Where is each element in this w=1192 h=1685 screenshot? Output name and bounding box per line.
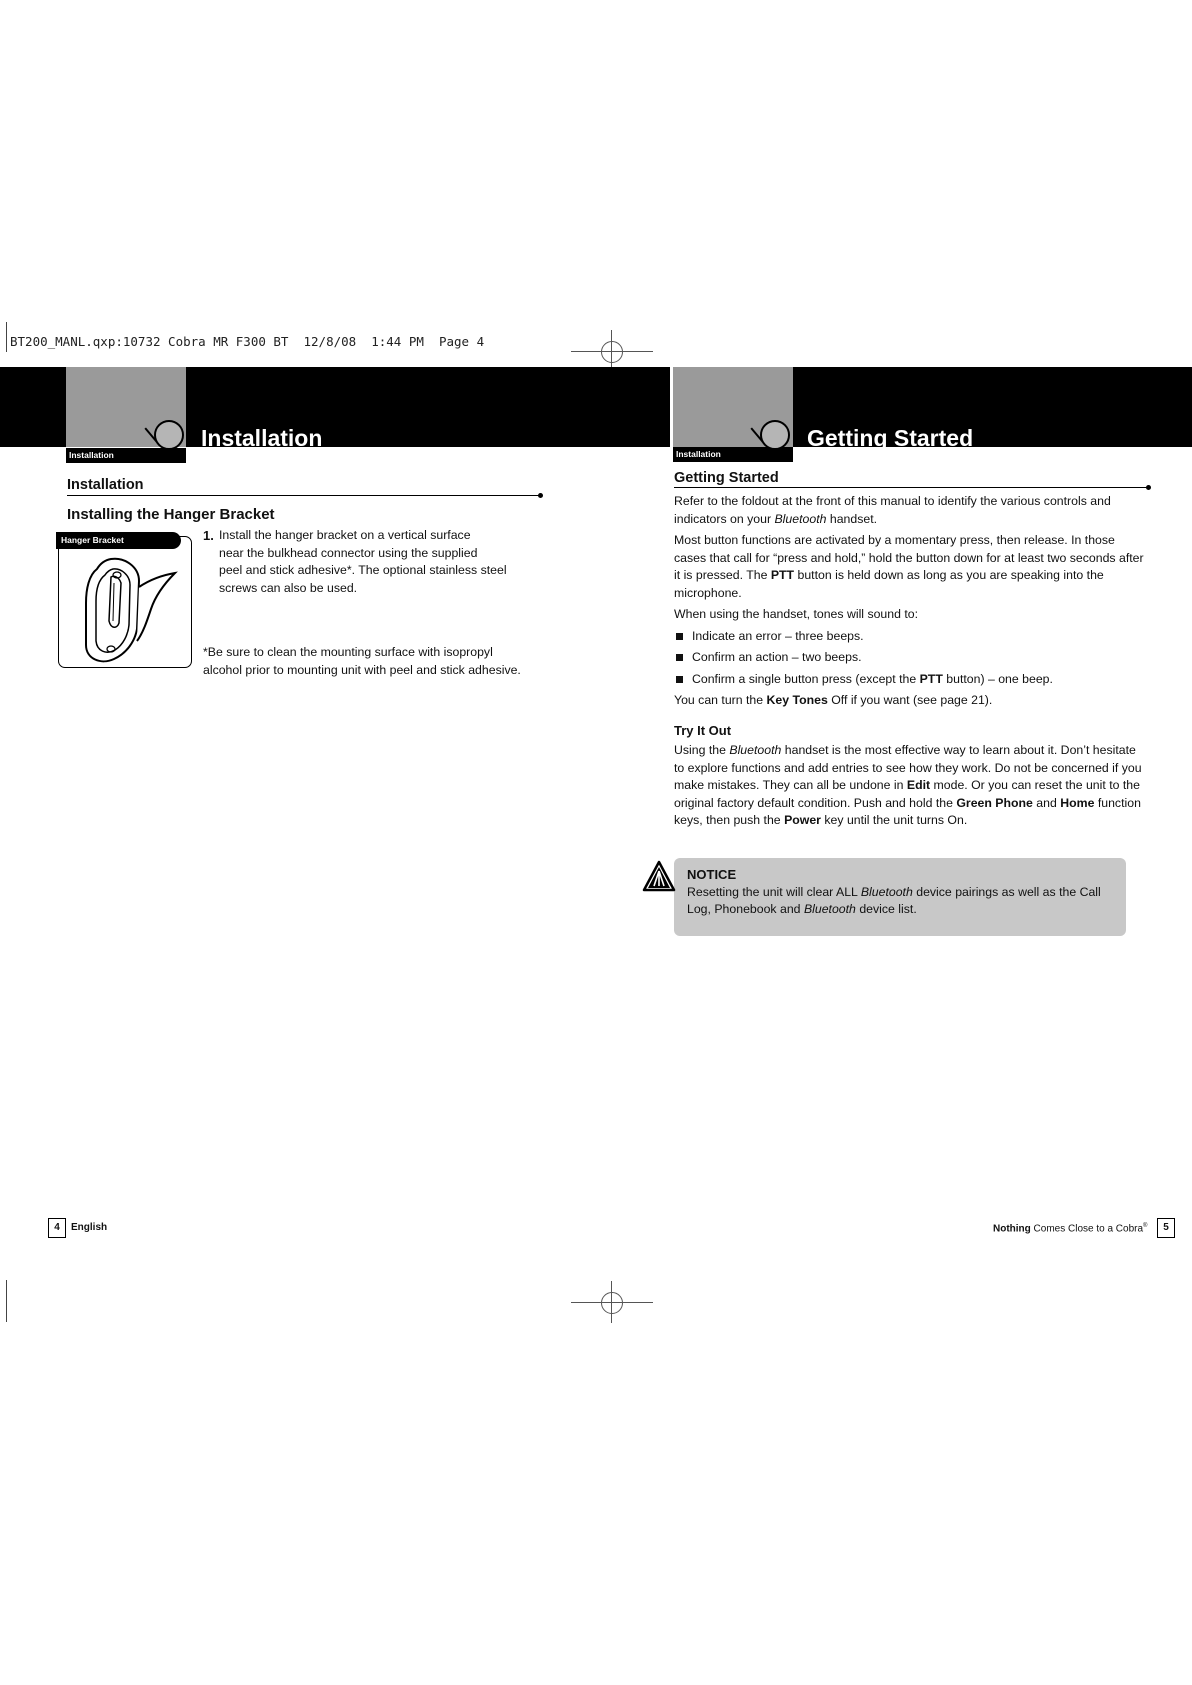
text-italic: Bluetooth xyxy=(774,511,827,526)
registration-mark-top xyxy=(601,341,623,363)
text-bold: Nothing xyxy=(993,1223,1031,1235)
step-line: peel and stick adhesive*. The optional stainless steel xyxy=(219,563,507,577)
text-run: Resetting the unit will clear ALL xyxy=(687,884,861,899)
text-bold: PTT xyxy=(919,671,943,686)
text-run: mode. Or you can reset the unit to the original factory default condition. Push and hold the xyxy=(674,778,1140,810)
rule-end-dot xyxy=(1146,485,1151,490)
text-bold: Home xyxy=(1060,795,1095,810)
left-section-heading: Installation xyxy=(67,477,144,493)
trim-mark xyxy=(6,322,7,352)
left-subheading: Installing the Hanger Bracket xyxy=(67,506,275,523)
hanger-bracket-figure xyxy=(58,536,192,668)
text-bold: Edit xyxy=(906,778,931,792)
registration-crosshair xyxy=(571,351,653,352)
text-run: Off if you want (see page 21). xyxy=(827,693,993,707)
tones-paragraph: When using the handset, tones will sound to: xyxy=(674,607,919,621)
text-run: button is held down as long as you are speaking into the microphone. xyxy=(674,568,1104,600)
bullet-text: Confirm an action – two beeps. xyxy=(692,650,862,664)
registration-mark-bottom xyxy=(601,1292,623,1314)
right-page-number: 5 xyxy=(1157,1218,1175,1238)
registration-crosshair xyxy=(611,330,612,372)
button-paragraph xyxy=(674,532,1149,602)
figure-label: Hanger Bracket xyxy=(56,532,181,549)
bullet-square-icon xyxy=(676,676,683,683)
step-text xyxy=(219,527,549,597)
bullet-square-icon xyxy=(676,633,683,640)
text-run: You can turn the xyxy=(674,693,767,707)
notice-content xyxy=(687,866,1117,919)
text-run: button) – one beep. xyxy=(942,671,1053,686)
text-run: handset is the most effective way to learn about it. Don’t hesitate to explore functions and add entries to see how they work. Do not be concerned if you make mistakes. They can all be undone in xyxy=(674,743,1142,792)
step-line: screws can also be used. xyxy=(219,580,358,595)
text-run: key until the unit turns On. xyxy=(820,813,968,827)
registration-crosshair xyxy=(571,1302,653,1303)
notice-title: NOTICE xyxy=(687,867,737,882)
left-page-number: 4 xyxy=(48,1218,66,1238)
text-italic: Bluetooth xyxy=(803,902,856,916)
bullet-square-icon xyxy=(676,654,683,661)
right-tab-label: Installation xyxy=(673,447,793,462)
text-run: device list. xyxy=(855,902,917,916)
try-it-out-paragraph xyxy=(674,742,1149,830)
text-bold: Power xyxy=(784,813,821,827)
footnote xyxy=(203,644,563,679)
hanger-bracket-illustration xyxy=(59,537,191,667)
section-rule xyxy=(67,495,540,496)
warning-icon xyxy=(642,860,676,894)
registered-mark: ® xyxy=(1143,1223,1148,1229)
right-body xyxy=(674,493,1149,830)
text-run: device pairings as well as the Call Log, Phonebook and xyxy=(687,884,1101,916)
file-slug: BT200_MANL.qxp:10732 Cobra MR F300 BT 12/8/08 1:44 PM Page 4 xyxy=(10,334,485,349)
left-band-title: Installation xyxy=(201,425,323,451)
magnifier-icon xyxy=(760,420,790,450)
step-line: Install the hanger bracket on a vertical surface xyxy=(219,528,471,542)
footnote-line: alcohol prior to mounting unit with peel and stick adhesive. xyxy=(203,662,521,677)
text-run: Refer to the foldout at the front of this manual to identify the various controls and indicators on your xyxy=(674,494,1111,526)
footnote-line: *Be sure to clean the mounting surface with isopropyl xyxy=(203,645,493,659)
footer-tagline xyxy=(993,1223,1147,1234)
registration-crosshair xyxy=(611,1281,612,1323)
bullet-item xyxy=(674,671,1149,689)
footer-language: English xyxy=(71,1222,108,1233)
bullet-text: Indicate an error – three beeps. xyxy=(692,628,864,643)
text-run: handset. xyxy=(826,511,878,526)
right-section-heading: Getting Started xyxy=(674,470,779,486)
text-bold: PTT xyxy=(770,568,795,582)
text-italic: Bluetooth xyxy=(860,884,913,899)
text-run: Most button functions are activated by a momentary press, then release. In those cases that call for “press and hold,” hold the button down for at least two seconds after it is pressed. The xyxy=(674,533,1144,582)
step-line: near the bulkhead connector using the supplied xyxy=(219,545,478,560)
intro-paragraph xyxy=(674,493,1149,528)
bullet-item xyxy=(674,649,1149,667)
text-bold: Green Phone xyxy=(956,795,1033,810)
left-tab-label: Installation xyxy=(66,448,186,463)
trim-mark xyxy=(6,1280,7,1322)
magnifier-icon xyxy=(154,420,184,450)
section-rule xyxy=(674,487,1148,488)
notice-text xyxy=(687,884,1117,919)
text-run: and xyxy=(1032,795,1061,810)
text-run: function keys, then push the xyxy=(674,795,1141,827)
step-number: 1. xyxy=(203,528,214,543)
text-italic: Bluetooth xyxy=(729,743,782,757)
bullet-text xyxy=(692,671,1053,689)
key-tones-paragraph xyxy=(674,692,1149,710)
try-it-out-heading: Try It Out xyxy=(674,722,732,738)
text-run: Comes Close to a Cobra xyxy=(1030,1223,1144,1235)
bullet-item xyxy=(674,628,1149,646)
rule-end-dot xyxy=(538,493,543,498)
text-run: Using the xyxy=(674,743,730,757)
text-bold: Key Tones xyxy=(766,693,828,707)
text-run: Confirm a single button press (except the xyxy=(692,671,920,686)
right-band-title: Getting Started xyxy=(807,425,974,451)
